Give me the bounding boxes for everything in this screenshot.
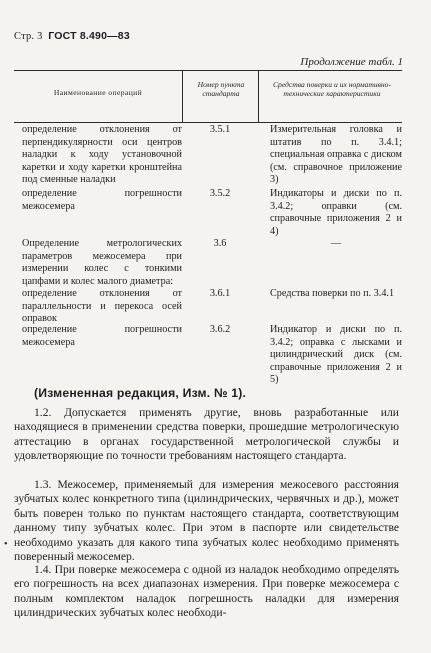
paragraph-text: 1.2. Допускается применять другие, вновь разработанные или находящиеся в применении средства поверки, прошедшие метрологическую аттестацию в органах государственной метрологической службы и удовлетворяющие по точности требованиям настоящего стандарта. — [14, 406, 399, 463]
table-row-means: Измерительная головка и штатив по п. 3.4.1; специальная оправка с диском (см. справочное приложение 3) — [270, 124, 402, 186]
table-row-clause: 3.5.1 — [209, 124, 231, 135]
margin-mark: • — [4, 539, 8, 550]
table-row-means: Индикатор и диски по п. 3.4.2; оправка с лысками и цилиндрический диск (см. справочные приложения 2 и 5) — [270, 324, 402, 386]
paragraph-1-3 — [14, 478, 399, 564]
table-row-clause: 3.6.1 — [209, 288, 231, 299]
page-number: Стр. 3 — [14, 31, 43, 42]
table-row-operation: Определение метрологических параметров межосемера при измерении колес с тонкими цапфами и колес малого диаметра: — [22, 238, 182, 287]
column-header-operation: Наименование операций — [53, 88, 143, 97]
paragraph-1-4 — [14, 563, 399, 621]
column-header-clause: Номер пункта стандарта — [197, 80, 245, 98]
paragraph-text: 1.4. При поверке межосемера с одной из наладок необходимо определять его погрешность на всех диапазонах измерения. При поверке межосемера с полным комплектом наладок погрешность наладки для измерения цилиндрических зубчатых колес необходи- — [14, 563, 399, 620]
page-header — [14, 30, 130, 42]
table-header-rule — [14, 122, 402, 123]
table-row-clause: 3.6.2 — [209, 324, 231, 335]
table-row-means: Средства поверки по п. 3.4.1 — [270, 288, 395, 299]
column-header-means: Средства поверки и их нормативно-технические характеристики — [272, 80, 392, 98]
header-divider-1 — [182, 70, 183, 122]
table-row-operation: определение отклонения от параллельности и перекоса осей оправок — [22, 288, 182, 325]
table-row-operation: определение отклонения от перпендикулярности оси центров наладки к ходу установочной каретки и ходу каретки кронштейна под сменные наладки — [22, 124, 182, 186]
table-row-clause: 3.6 — [213, 238, 227, 249]
table-continuation-label: Продолжение табл. 1 — [300, 56, 403, 68]
table-top-rule — [14, 70, 402, 71]
table-row-means: — — [330, 238, 342, 249]
table-row-operation: определение погрешности межосемера — [22, 324, 182, 348]
table-row-means: Индикаторы и диски по п. 3.4.2; оправки (см. справочные приложения 2 и 4) — [270, 188, 402, 237]
paragraph-1-2 — [14, 406, 399, 464]
table-row-operation: определение погрешности межосемера — [22, 188, 182, 212]
standard-code: ГОСТ 8.490—83 — [48, 30, 130, 42]
header-divider-2 — [258, 70, 259, 122]
edition-note: (Измененная редакция, Изм. № 1). — [34, 386, 247, 400]
table-row-clause: 3.5.2 — [209, 188, 231, 199]
paragraph-text: 1.3. Межосемер, применяемый для измерения межосевого расстояния зубчатых колес конкретного типа (цилиндрических, червячных и др.), может быть поверен только по пунктам настоящего стандарта, соответствующим данному типу зубчатых колес. При этом в паспорте или свидетельстве необходимо указать для какого типа зубчатых колес необходимо применять поверенный межосемер. — [14, 478, 399, 564]
